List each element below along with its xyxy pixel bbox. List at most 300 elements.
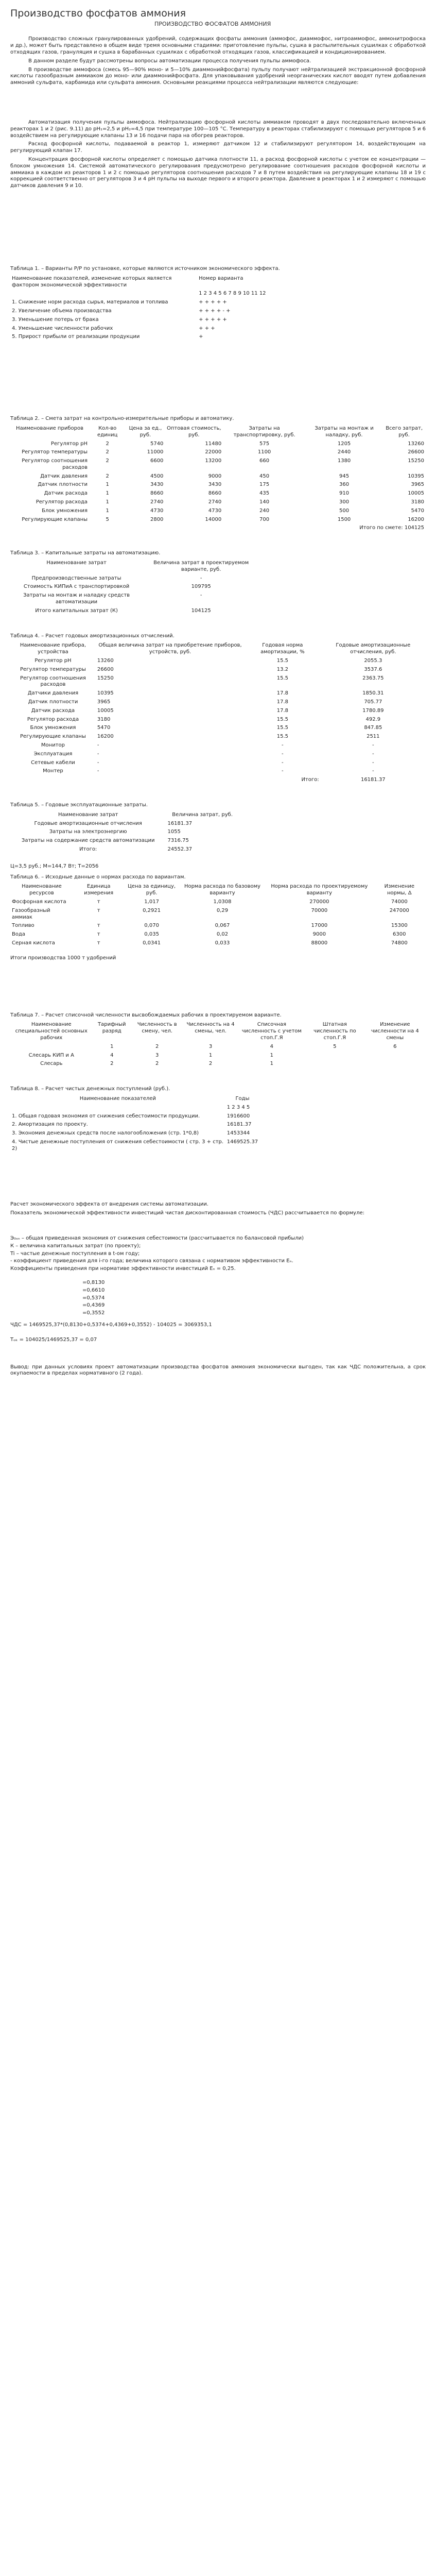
- table-cell: 705.77: [364, 699, 382, 705]
- table-cell: 270000: [309, 899, 329, 905]
- table-cell: Предпроизводственные затраты: [31, 575, 121, 581]
- table-row: [10, 907, 426, 922]
- table-cell: 1: [270, 1052, 274, 1058]
- table-cell: 500: [339, 507, 350, 514]
- table-2-header: Оптовая стоимость, руб.: [167, 425, 221, 438]
- table-cell: 15300: [391, 923, 408, 929]
- table-cell: 10395: [97, 690, 114, 697]
- table-row: [10, 828, 239, 837]
- table-cell: 700: [259, 516, 270, 522]
- table-cell: 15.5: [276, 734, 288, 740]
- table-cell: -: [282, 742, 284, 748]
- table-cell: 175: [259, 482, 270, 488]
- automation-section: [10, 120, 426, 190]
- table-row: [10, 507, 426, 516]
- table-cell: 11480: [205, 440, 222, 447]
- table-cell: 2740: [150, 499, 164, 505]
- table-cell: 16200: [408, 516, 424, 522]
- npv-definition: К – величина капитальных затрат (по проекту);: [10, 1243, 141, 1249]
- table-cell: 4. Чистые денежные поступления от снижения себестоимости ( стр. 3 + стр. 2): [12, 1139, 224, 1151]
- table-cell: Регулятор расхода: [36, 499, 88, 505]
- payback-equation: Tₒₖ = 104025/1469525,37 = 0,07: [10, 1336, 97, 1343]
- table-cell: 5: [106, 516, 109, 522]
- table-row: [10, 898, 426, 907]
- table-cell: 2740: [208, 499, 222, 505]
- table-cell: 300: [339, 499, 350, 505]
- table-cell: 3: [208, 1043, 213, 1049]
- table-row: [10, 1112, 259, 1121]
- table-cell: 360: [339, 482, 350, 488]
- table-cell: Серная кислота: [12, 940, 55, 946]
- table-6: [10, 874, 426, 962]
- table-cell: [10, 1043, 93, 1052]
- table-cell: 4: [270, 1043, 274, 1049]
- table-1-caption: Таблица 1. – Варианты Р/Р по установке, которые являются источником экономического эффекта.: [10, 265, 280, 272]
- table-cell: 945: [339, 473, 350, 479]
- table-cell: 10005: [97, 707, 114, 714]
- table-cell: Регулирующие клапаны: [22, 516, 88, 522]
- table-cell: 1. Снижение норм расхода сырья, материалов и топлива: [12, 299, 168, 306]
- table-2-caption: Таблица 2. – Смета затрат на контрольно-измерительные приборы и автоматику.: [10, 416, 234, 422]
- table-cell: 2: [106, 473, 109, 479]
- table-cell: Монтер: [43, 768, 63, 774]
- table-cell: 3965: [97, 699, 111, 705]
- table-cell: -: [282, 759, 284, 766]
- table-cell: 5740: [150, 440, 164, 447]
- table-6-footer: Итоги производства 1000 т удобрений: [10, 955, 116, 961]
- table-cell: 0,033: [215, 940, 230, 946]
- table-5-caption: Таблица 5. – Годовые эксплуатационные затраты.: [10, 802, 148, 808]
- table-cell: Сетевые кабели: [31, 759, 75, 766]
- table-row: [10, 733, 426, 741]
- table-cell: 4. Уменьшение численности рабочих: [12, 325, 113, 331]
- table-3-header: Наименование затрат: [46, 560, 107, 566]
- table-6-header: Норма расхода по проектируемому варианту: [271, 884, 368, 896]
- table-4-total: 16181.37: [360, 777, 386, 783]
- table-7-header: Штатная численность по стоп.Г.Я: [313, 1022, 356, 1041]
- table-3-header: Величина затрат в проектируемом варианте, руб.: [153, 560, 249, 572]
- table-cell: + + + + - +: [199, 308, 231, 314]
- table-cell: 74000: [391, 899, 408, 905]
- table-row: [10, 1129, 259, 1138]
- table-cell: 1916600: [226, 1113, 250, 1119]
- table-cell: 1469525.37: [226, 1139, 258, 1145]
- table-cell: 247000: [389, 907, 409, 913]
- table-cell: 2055.3: [364, 658, 382, 664]
- table-cell: Датчики давления: [27, 690, 79, 697]
- table-cell: -: [372, 768, 374, 774]
- table-cell: [305, 1052, 364, 1060]
- table-cell: 6: [393, 1043, 397, 1049]
- table-cell: 88000: [311, 940, 328, 946]
- table-7-header: Численность на 4 смены, чел.: [186, 1022, 235, 1035]
- table-cell: 0,02: [216, 931, 229, 938]
- table-cell: 2: [208, 1061, 213, 1067]
- table-cell: т: [97, 923, 100, 929]
- table-row: [10, 767, 426, 776]
- table-cell: т: [97, 931, 100, 938]
- table-7-header: Списочная численность с учетом стоп.Г.Я: [241, 1022, 302, 1041]
- table-cell: Эксплуатация: [33, 751, 73, 757]
- calc-params: Ц=3,5 руб.; М=144,7 Вт; Т=2056: [10, 863, 99, 869]
- table-cell: 2440: [337, 449, 351, 455]
- table-8-header: Годы: [235, 1095, 250, 1101]
- table-5: [10, 802, 426, 854]
- table-cell: 16200: [97, 734, 114, 740]
- automation-paragraph: Автоматизация получения пульпы аммофоса. Нейтрализацию фосфорной кислоты аммиаком проводят в двух последовательно включенных реакторах 1 и 2 (рис. 9.11) до pH₁=2,5 и pH₂=4,5 при температуре 100—105 °C. Температуру в реакторах стабилизируют с помощью регуляторов 5 и 6 воздействием на регулирующие клапаны 13 и 16 подачи пара на обогрев реакторов.: [10, 119, 426, 139]
- table-cell: 17.8: [276, 690, 288, 697]
- table-cell: 6300: [393, 931, 406, 938]
- intro-paragraph: Производство сложных гранулированных удобрений, содержащих фосфаты аммония (аммофос, диаммофос, нитроаммофос, аммонитрофоска и др.), может быть представлено в общем виде тремя основными стадиями: приготовление пульпы, сушка в распылительных сушилках с обработкой отходящих газов, грануляция и сушка в барабанных сушилках с обработкой отходящих газов, классификацией и кондиционированием.: [10, 36, 426, 55]
- table-row: [10, 1138, 259, 1154]
- table-cell: 4: [110, 1052, 114, 1058]
- table-cell: 910: [339, 490, 350, 497]
- table-cell: 1380: [337, 458, 351, 464]
- table-cell: -: [282, 768, 284, 774]
- table-cell: Годовые амортизационные отчисления: [34, 820, 142, 826]
- table-4: [10, 633, 426, 785]
- table-cell: 8660: [208, 490, 222, 497]
- table-row: [10, 325, 426, 333]
- table-cell: -: [200, 592, 202, 599]
- intro-paragraph: В производстве аммофоса (смесь 95—90% моно- и 5—10% диаммонийфосфата) пульпу получают нейтрализацией экстракционной фосфорной кислоты газообразным аммиаком до моно- или диаммонийфосфата. Для упаковывания удобрений неорганических кислот вводят путем добавления аммоний сульфата, карбамида или сульфата аммония. Основными реакциями процесса нейтрализации являются следующие:: [10, 66, 426, 86]
- table-3-caption: Таблица 3. – Капитальные затраты на автоматизацию.: [10, 550, 161, 556]
- table-cell: Стоимость КИПиА с транспортировкой: [23, 584, 130, 590]
- table-cell: 1500: [337, 516, 351, 522]
- table-cell: 15.5: [276, 716, 288, 722]
- conclusion: Вывод: при данных условиях проект автоматизации производства фосфатов аммония экономически выгоден, так как ЧДС положительна, а срок окупаемости в пределах нормативного (2 года).: [10, 1364, 426, 1377]
- table-cell: 6600: [150, 458, 164, 464]
- table-cell: 70000: [311, 907, 328, 913]
- table-cell: Регулятор температуры: [22, 449, 88, 455]
- table-1-variant-numbers: 1 2 3 4 5 6 7 8 9 10 11 12: [199, 291, 266, 297]
- table-3: [10, 550, 426, 615]
- table-8-years: 1 2 3 4 5: [226, 1104, 250, 1110]
- npv-heading: Расчет экономического эффекта от внедрения системы автоматизации.: [10, 1201, 209, 1208]
- table-cell: 1: [106, 490, 109, 497]
- table-row: [10, 583, 259, 591]
- table-cell: 22000: [205, 449, 222, 455]
- table-7-header: Наименование специальностей основных рабочих: [15, 1022, 88, 1041]
- table-cell: Затраты на монтаж и наладку средств автоматизации: [23, 592, 130, 605]
- table-cell: 10395: [408, 473, 424, 479]
- table-cell: 2. Увеличение объема производства: [12, 308, 112, 314]
- table-row: [10, 1121, 259, 1129]
- table-row: [10, 516, 426, 524]
- table-7-caption: Таблица 7. – Расчет списочной численности высвобождаемых рабочих в проектируемом варианте.: [10, 1012, 282, 1018]
- table-cell: Датчик давления: [40, 473, 88, 479]
- table-cell: 575: [259, 440, 270, 447]
- table-cell: -: [372, 759, 374, 766]
- table-6-header: Единица измерения: [84, 884, 114, 896]
- table-5-header: Величина затрат, руб.: [172, 811, 233, 818]
- table-row: [10, 689, 426, 698]
- table-cell: 1,017: [144, 899, 159, 905]
- table-cell: 17.8: [276, 699, 288, 705]
- table-cell: т: [97, 940, 100, 946]
- table-row: [10, 837, 239, 845]
- table-cell: 2511: [367, 734, 380, 740]
- table-5-header: Наименование затрат: [58, 811, 118, 818]
- table-cell: 0,035: [144, 931, 159, 938]
- table-row: [10, 1052, 426, 1060]
- table-row: [10, 472, 426, 481]
- table-cell: 13260: [408, 440, 424, 447]
- table-cell: -: [97, 759, 99, 766]
- table-cell: 17000: [311, 923, 328, 929]
- table-7: [10, 1012, 426, 1069]
- table-cell: 5470: [97, 725, 111, 731]
- table-cell: 1: [270, 1061, 274, 1067]
- discount-coefficient: =0,5374: [82, 1295, 105, 1301]
- table-cell: Датчик расхода: [44, 490, 88, 497]
- table-cell: 3430: [150, 482, 164, 488]
- table-row: [10, 440, 426, 449]
- table-cell: 1: [106, 482, 109, 488]
- table-cell: Блок умножения: [30, 725, 76, 731]
- table-cell: 1850.31: [362, 690, 384, 697]
- table-row: [10, 1043, 426, 1052]
- table-row: [10, 707, 426, 716]
- table-cell: + + +: [199, 325, 215, 331]
- table-row: [10, 1060, 426, 1069]
- table-cell: Топливо: [12, 923, 34, 929]
- table-cell: -: [97, 742, 99, 748]
- table-cell: 2: [106, 458, 109, 464]
- table-cell: 26600: [408, 449, 424, 455]
- table-2-header: Всего затрат, руб.: [386, 425, 423, 438]
- table-cell: 1: [208, 1052, 213, 1058]
- table-cell: 4730: [208, 507, 222, 514]
- table-row: [10, 457, 426, 472]
- table-cell: [305, 1060, 364, 1069]
- table-cell: 16181.37: [167, 820, 193, 826]
- table-cell: 1780.89: [362, 707, 384, 714]
- table-cell: Регулятор pH: [34, 658, 72, 664]
- table-row: [10, 930, 426, 939]
- table-2-total: Итого по смете: 104125: [359, 525, 424, 531]
- npv-equation: ЧДС = 1469525,37*(0,8130+0,5374+0,4369+0,3552) - 104025 = 3069353,1: [10, 1322, 212, 1328]
- table-cell: Регулятор pH: [50, 440, 88, 447]
- table-cell: 0,0341: [143, 940, 161, 946]
- table-cell: 3965: [411, 482, 424, 488]
- table-cell: 17.8: [276, 707, 288, 714]
- table-cell: 5: [333, 1043, 337, 1049]
- table-row: [10, 498, 426, 507]
- table-4-header: Годовые амортизационные отчисления, руб.: [336, 642, 411, 655]
- table-cell: 26600: [97, 666, 114, 672]
- table-row: [10, 750, 426, 759]
- table-row: [10, 716, 426, 724]
- table-row: [10, 939, 426, 948]
- table-cell: 2: [106, 449, 109, 455]
- table-cell: +: [199, 334, 203, 340]
- table-cell: 24552.37: [167, 846, 193, 852]
- table-6-header: Изменение нормы, Δ: [384, 884, 414, 896]
- table-row: [10, 481, 426, 489]
- table-cell: 3. Экономия денежных средств после налогообложения (стр. 1*0,8): [12, 1130, 199, 1137]
- table-cell: Монитор: [41, 742, 65, 748]
- table-cell: 2: [106, 440, 109, 447]
- table-cell: 1: [106, 507, 109, 514]
- table-cell: 15.5: [276, 725, 288, 731]
- table-cell: Затраты на содержание средств автоматизации: [21, 838, 155, 844]
- npv-definition: Э₀ₛₙ – общая приведенная экономия от снижения себестоимости (рассчитывается по балансовой прибыли): [10, 1235, 304, 1242]
- table-cell: т: [97, 907, 100, 913]
- table-row: [10, 448, 426, 457]
- table-cell: -: [282, 751, 284, 757]
- table-7-header: Изменение численности на 4 смены: [371, 1022, 419, 1041]
- table-7-header: Численность в смену, чел.: [137, 1022, 177, 1035]
- table-cell: 109795: [191, 584, 211, 590]
- intro-section: [10, 36, 426, 87]
- table-cell: 0,29: [216, 907, 229, 913]
- table-cell: -: [372, 742, 374, 748]
- table-6-header: Норма расхода по базовому варианту: [184, 884, 261, 896]
- npv-definition: - коэффициент приведения для i-го года; величина которого связана с нормативом эффективности Еₙ.: [10, 1258, 293, 1264]
- table-cell: + + + + +: [199, 299, 227, 306]
- table-8-caption: Таблица 8. – Расчет чистых денежных поступлений (руб.).: [10, 1086, 170, 1092]
- table-cell: Датчик расхода: [31, 707, 75, 714]
- table-cell: [364, 1060, 426, 1069]
- table-cell: Регулятор расхода: [27, 716, 79, 722]
- table-cell: 4730: [150, 507, 164, 514]
- table-cell: 0,2921: [143, 907, 161, 913]
- table-cell: 3180: [97, 716, 111, 722]
- table-cell: 492.9: [365, 716, 381, 722]
- table-cell: 2363.75: [362, 675, 384, 681]
- discount-coefficient: =0,6610: [82, 1287, 105, 1293]
- table-2-header: Затраты на транспортировку, руб.: [233, 425, 295, 438]
- table-1-header: Наименование показателей, изменение которых является фактором экономической эффективности: [12, 275, 172, 288]
- automation-paragraph: Расход фосфорной кислоты, подаваемой в реактор 1, измеряют датчиком 12 и стабилизируют регулятором 14, воздействующим на регулирующий клапан 17.: [10, 141, 426, 154]
- table-cell: 15.5: [276, 658, 288, 664]
- npv-intro: Показатель экономической эффективности инвестиций чистая дисконтированная стоимость (ЧДС) рассчитывается по формуле:: [10, 1210, 364, 1216]
- table-row: [10, 820, 239, 828]
- table-cell: 15250: [97, 675, 114, 681]
- table-cell: 15.5: [276, 675, 288, 681]
- document-subtitle: ПРОИЗВОДСТВО ФОСФАТОВ АММОНИЯ: [154, 21, 271, 28]
- table-cell: Слесарь: [40, 1061, 63, 1067]
- discount-coefficient: =0,8130: [82, 1280, 105, 1286]
- table-1-header: Номер варианта: [199, 275, 243, 281]
- table-cell: 2: [110, 1061, 114, 1067]
- table-cell: Регулятор соотношения расходов: [20, 675, 86, 688]
- automation-paragraph: Концентрация фосфорной кислоты определяет с помощью датчика плотности 11, а расход фосфорной кислоты с учетом ее концентрации — блоком умножения 14. Системой автоматического регулирования предусмотрено регулирование соотношения расходов фосфорной кислоты и аммиака в каждом из реакторов 1 и 2 с помощью регуляторов соотношения расходов 7 и 8 путем воздействия на регулирующие клапаны 18 и 19 с коррекцией соответственно от регуляторов 3 и 4 pH пульпы на выходе первого и второго реактора. Давление в реакторах 1 и 2 измеряют с помощью датчиков давления 9 и 10.: [10, 156, 426, 189]
- table-8-header: Наименование показателей: [79, 1095, 156, 1101]
- table-cell: Фосфорная кислота: [12, 899, 66, 905]
- table-cell: Датчик плотности: [28, 699, 78, 705]
- table-cell: -: [97, 768, 99, 774]
- table-cell: 1055: [167, 829, 181, 835]
- table-2-header: Кол-во единиц: [97, 425, 118, 438]
- table-cell: Блок умножения: [42, 507, 88, 514]
- table-row: [10, 489, 426, 498]
- table-2-header: Наименование приборов: [16, 425, 83, 431]
- table-cell: 3180: [411, 499, 424, 505]
- table-cell: 3. Уменьшение потерь от брака: [12, 316, 99, 323]
- discount-coefficient: =0,4369: [82, 1302, 105, 1309]
- table-cell: 15250: [408, 458, 424, 464]
- table-row: [10, 759, 426, 768]
- table-cell: Регулятор температуры: [20, 666, 86, 672]
- table-cell: Затраты на электроэнергию: [49, 829, 127, 835]
- table-cell: 240: [259, 507, 270, 514]
- table-cell: [364, 1052, 426, 1060]
- table-4-total-label: Итого:: [301, 777, 319, 783]
- table-cell: 13.2: [276, 666, 288, 672]
- intro-paragraph: В данном разделе будут рассмотрены вопросы автоматизации процесса получения пульпы аммофоса.: [28, 58, 311, 64]
- table-cell: 2800: [150, 516, 164, 522]
- document-title: Производство фосфатов аммония: [10, 8, 186, 19]
- table-4-header: Наименование прибора, устройства: [20, 642, 86, 655]
- npv-definition: Ti – частые денежные поступления в t-ом году;: [10, 1250, 140, 1257]
- table-cell: 2. Амортизация по проекту.: [12, 1122, 88, 1128]
- table-cell: 660: [259, 458, 270, 464]
- table-1: [10, 266, 426, 342]
- table-cell: 16181.37: [226, 1122, 252, 1128]
- table-cell: -: [372, 751, 374, 757]
- table-cell: 3537.6: [364, 666, 382, 672]
- table-cell: 104125: [191, 607, 211, 614]
- table-4-caption: Таблица 4. – Расчет годовых амортизационных отчислений.: [10, 633, 175, 639]
- table-cell: 1: [106, 499, 109, 505]
- table-row: [10, 724, 426, 733]
- table-cell: 8660: [150, 490, 164, 497]
- table-cell: 0,070: [144, 923, 159, 929]
- table-row: [10, 666, 426, 674]
- discount-coefficient: =0,3552: [82, 1310, 105, 1316]
- table-cell: 13200: [205, 458, 222, 464]
- table-4-header: Общая величина затрат на приобретение приборов, устройств, руб.: [98, 642, 242, 655]
- table-cell: Итого капитальных затрат (К): [35, 607, 118, 614]
- document: [10, 7, 426, 1377]
- table-7-header: Тарифный разряд: [97, 1022, 126, 1035]
- table-2: [10, 416, 426, 533]
- table-row: [10, 607, 259, 616]
- table-cell: 1100: [257, 449, 271, 455]
- npv-definition: Коэффициенты приведения при нормативе эффективности инвестиций Еₙ = 0,25.: [10, 1266, 236, 1272]
- table-cell: т: [97, 899, 100, 905]
- table-cell: Регулирующие клапаны: [20, 734, 86, 740]
- table-6-header: Цена за единицу, руб.: [128, 884, 176, 896]
- table-6-header: Наименование ресурсов: [22, 884, 62, 896]
- table-cell: 435: [259, 490, 270, 497]
- table-cell: 14000: [205, 516, 222, 522]
- table-row: [10, 316, 426, 325]
- table-cell: 847.85: [364, 725, 382, 731]
- table-cell: 140: [259, 499, 270, 505]
- table-6-caption: Таблица 6. – Исходные данные о нормах расхода по вариантам.: [10, 874, 186, 880]
- table-cell: 3430: [208, 482, 222, 488]
- table-row: [10, 574, 259, 583]
- table-row: [10, 674, 426, 690]
- table-cell: 450: [259, 473, 270, 479]
- table-row: [10, 922, 426, 930]
- table-cell: Регулятор соотношения расходов: [22, 458, 88, 470]
- table-cell: 13260: [97, 658, 114, 664]
- table-row: [10, 698, 426, 707]
- table-cell: 5470: [411, 507, 424, 514]
- table-cell: Вода: [12, 931, 26, 938]
- table-cell: 74800: [391, 940, 408, 946]
- table-cell: Слесарь КИП и А: [28, 1052, 74, 1058]
- table-cell: 1. Общая годовая экономия от снижения себестоимости продукции.: [12, 1113, 200, 1119]
- npv-section: [10, 1201, 426, 1377]
- table-cell: 9000: [208, 473, 222, 479]
- table-cell: 4500: [150, 473, 164, 479]
- table-cell: 1,0308: [213, 899, 232, 905]
